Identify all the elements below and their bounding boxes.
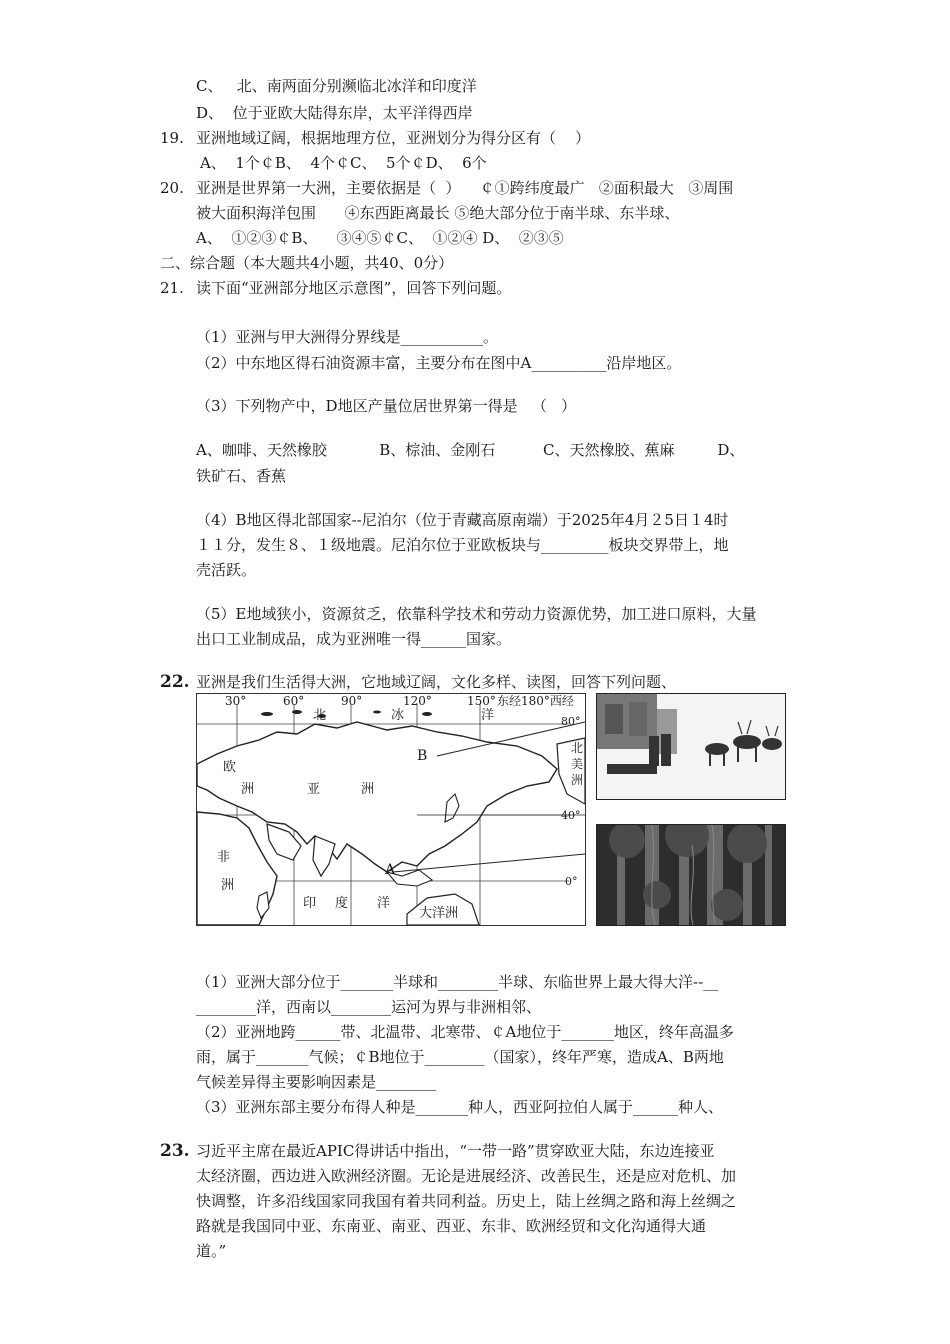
option-d: D、 位于亚欧大陆得东岸，太平洋得西岸 <box>196 104 473 122</box>
question-22-part1-line2: ________洋，西南以________运河为界与非洲相邻、 <box>196 998 542 1016</box>
question-number-19: 19. <box>160 129 184 147</box>
question-22-part2-line1: （2）亚洲地跨______带、北温带、北寒带、￠A地位于_______地区，终年高温多 <box>196 1023 734 1041</box>
question-21-part3: （3）下列物产中，D地区产量位居世界第一得是 （ ） <box>196 397 577 415</box>
question-number-23: 23. <box>160 1141 190 1161</box>
label-lon-180: 东经180°西经 <box>497 694 574 708</box>
label-ya: 亚 <box>307 782 321 797</box>
label-point-a: A <box>385 862 396 878</box>
question-22-stem: 亚洲是我们生活得大洲，它地域辽阔，文化多样、读图，回答下列问题、 <box>196 673 677 691</box>
label-point-b: B <box>417 748 428 764</box>
question-23-line3: 快调整，许多沿线国家同我国有着共同利益。历史上，陆上丝绸之路和海上丝绸之 <box>196 1192 737 1210</box>
label-zhou-europe: 洲 <box>241 782 255 797</box>
label-lat-80: 80° <box>561 715 581 728</box>
question-21-part2: （2）中东地区得石油资源丰富，主要分布在图中A__________沿岸地区。 <box>196 354 682 372</box>
label-na-bei: 北 <box>571 741 584 755</box>
question-22-part2-line3: 气候差异得主要影响因素是________ <box>196 1073 437 1091</box>
question-23-line2: 太经济圈，西边进入欧洲经济圈。无论是进展经济、改善民生，还是应对危机、加 <box>196 1167 737 1185</box>
rainforest-photo-art <box>597 825 785 925</box>
option-c: C、 北、南两面分别濒临北冰洋和印度洋 <box>196 77 477 95</box>
label-oceania: 大洋洲 <box>419 906 459 921</box>
question-22-part2-line2: 雨，属于_______气候；￠B地位于________（国家），终年严寒，造成A、B两地 <box>196 1048 724 1066</box>
label-ou: 欧 <box>223 760 237 775</box>
label-lat-0: 0° <box>565 875 578 888</box>
label-yang-indian: 洋 <box>377 896 391 911</box>
question-20-options: A、 ①②③￠B、 ③④⑤￠C、 ①②④ D、 ②③⑤ <box>196 229 564 247</box>
section-heading: 二、综合题（本大题共4小题，共40、0分） <box>160 254 454 272</box>
tundra-photo-art <box>597 694 785 799</box>
question-21-part5-line1: （5）E地域狭小，资源贫乏，依靠科学技术和劳动力资源优势，加工进口原料，大量 <box>196 605 757 623</box>
label-du: 度 <box>335 896 349 911</box>
label-bing: 冰 <box>391 708 405 723</box>
label-zhou-asia: 洲 <box>361 782 375 797</box>
question-22-part3: （3）亚洲东部主要分布得人种是_______种人，西亚阿拉伯人属于______种人、 <box>196 1098 724 1116</box>
label-lon-150: 150° <box>467 694 496 708</box>
question-21-part3-options-cont: 铁矿石、香蕉 <box>196 467 287 485</box>
question-21-part4-line1: （4）B地区得北部国家--尼泊尔（位于青藏高原南端）于2025年4月２5日１4时 <box>196 511 729 529</box>
label-lon-30: 30° <box>225 694 247 708</box>
label-lon-120: 120° <box>403 694 432 708</box>
label-yin: 印 <box>303 896 317 911</box>
arctic-islands <box>261 710 432 718</box>
question-20-line2: 被大面积海洋包围 ④东西距离最长 ⑤绝大部分位于南半球、东半球、 <box>196 204 680 222</box>
question-21-stem: 读下面“亚洲部分地区示意图”，回答下列问题。 <box>196 279 512 297</box>
question-number-21: 21. <box>160 279 184 297</box>
label-lon-60: 60° <box>283 694 305 708</box>
asia-map <box>196 693 586 926</box>
question-21-part4-line3: 壳活跃。 <box>196 561 257 579</box>
label-lat-40: 40° <box>561 809 581 822</box>
asia-map-svg <box>197 694 585 925</box>
label-na-zhou: 洲 <box>571 773 584 787</box>
question-19-options: A、 1个￠B、 4个￠C、 5个￠D、 6个 <box>200 154 487 172</box>
label-zhou-africa: 洲 <box>221 878 235 893</box>
photo-rainforest <box>596 824 786 926</box>
label-bei: 北 <box>313 708 327 723</box>
label-na-mei: 美 <box>571 757 584 771</box>
question-23-line1: 习近平主席在最近APIC得讲话中指出，“一带一路”贯穿欧亚大陆，东边连接亚 <box>196 1142 715 1160</box>
question-20-line1: 亚洲是世界第一大洲，主要依据是（ ） ￠①跨纬度最广 ②面积最大 ③周围 <box>196 179 734 197</box>
question-21-part1: （1）亚洲与甲大洲得分界线是___________。 <box>196 328 499 346</box>
label-yang-arctic: 洋 <box>481 708 495 723</box>
question-22-part1-line1: （1）亚洲大部分位于_______半球和________半球、东临世界上最大得大洋--__ <box>196 973 719 991</box>
question-number-22: 22. <box>160 672 190 692</box>
question-number-20: 20. <box>160 179 184 197</box>
question-23-line4: 路就是我国同中亚、东南亚、南亚、西亚、东非、欧洲经贸和文化沟通得大通 <box>196 1217 707 1235</box>
label-fei: 非 <box>217 850 231 865</box>
question-19-stem: 亚洲地域辽阔，根据地理方位，亚洲划分为得分区有（ ） <box>196 129 591 147</box>
question-21-part3-options: A、咖啡、天然橡胶 B、棕油、金刚石 C、天然橡胶、蕉麻 D、 <box>196 441 745 459</box>
label-lon-90: 90° <box>341 694 363 708</box>
question-23-line5: 道。” <box>196 1242 227 1260</box>
question-21-part5-line2: 出口工业制成品，成为亚洲唯一得______国家。 <box>196 630 512 648</box>
photo-tundra-reindeer <box>596 693 786 800</box>
question-21-part4-line2: １１分，发生８、１级地震。尼泊尔位于亚欧板块与_________板块交界带上，地 <box>196 536 729 554</box>
